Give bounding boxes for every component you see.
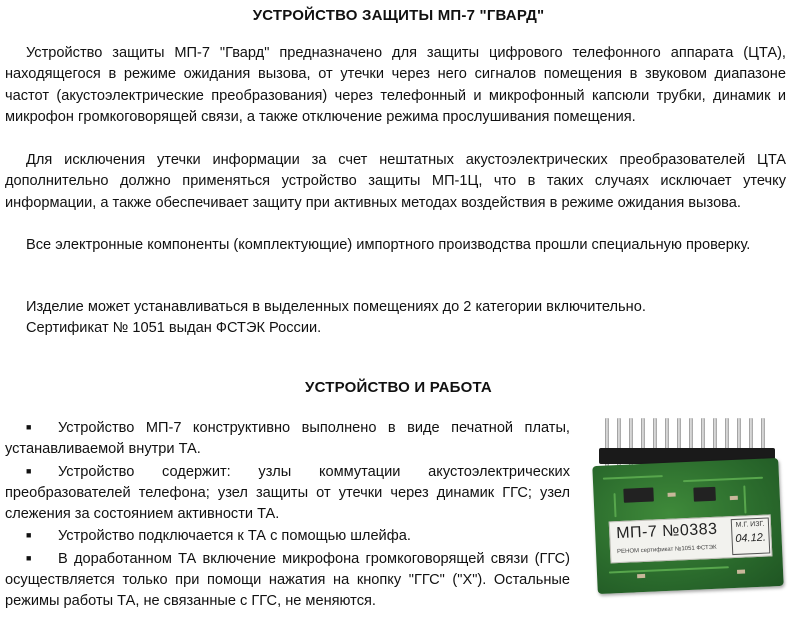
- document-title: УСТРОЙСТВО ЗАЩИТЫ МП-7 "ГВАРД": [252, 7, 545, 24]
- device-label-certificate: РЕНОМ сертификат №1051 ФСТЭК: [616, 544, 717, 556]
- section-heading-device-operation: УСТРОЙСТВО И РАБОТА: [305, 379, 492, 396]
- paragraph-additional-protection: Для исключения утечки информации за счет нештатных акустоэлектрических преобразователей ЦТА дополнительно должно применяться устройство защиты МП-1Ц, что в таких случаях исключает утечку информации, а также обеспечивает защиту при активных методах воздействия в режиме ожидания вызова.: [5, 152, 786, 211]
- list-item: [5, 548, 570, 613]
- device-label: [609, 514, 773, 563]
- device-label-stamp: [731, 517, 771, 555]
- bullet-marker: ■: [26, 530, 32, 541]
- pcb-trace: [613, 493, 616, 517]
- list-item: [5, 461, 570, 526]
- bullet-list: [5, 417, 570, 613]
- smd-component: [730, 496, 738, 500]
- list-item-text: Устройство подключается к ТА с помощью шлейфа.: [58, 528, 411, 545]
- pcb-trace: [743, 485, 746, 513]
- smd-component: [737, 570, 745, 574]
- list-item-text: Устройство содержит: узлы коммутации акустоэлектрических преобразователей телефона; узел защиты от утечки через динамик ГГС; узел слежения за состоянием активности ТА.: [5, 463, 570, 523]
- device-label-date: 04.12.: [735, 531, 767, 545]
- smd-component: [668, 493, 676, 497]
- smd-component: [637, 574, 645, 578]
- device-label-stamp-text: М.Г. ИЗГ.: [735, 520, 765, 529]
- list-item: [5, 525, 570, 547]
- device-photo: [583, 418, 789, 594]
- circuit-board: [592, 458, 783, 594]
- list-item: [5, 417, 570, 461]
- pcb-trace: [603, 475, 663, 480]
- bullet-marker: ■: [26, 465, 32, 476]
- note-category: Изделие может устанавливаться в выделенных помещениях до 2 категории включительно.: [26, 299, 646, 315]
- device-label-title: МП-7 №0383: [615, 520, 718, 543]
- list-item-text: В доработанном ТА включение микрофона громкоговорящей связи (ГГС) осуществляется только при помощи нажатия на кнопку "ГГС" ("Х"). Остальные режимы работы ТА, не связанные с ГГС, не меняются.: [5, 550, 570, 610]
- bullet-marker: ■: [26, 552, 32, 563]
- paragraph-purpose: Устройство защиты МП-7 "Гвард" предназначено для защиты цифрового телефонного аппарата (ЦТА), находящегося в режиме ожидания вызова, от утечки через него сигналов помещения в звуковом диапазоне частот (акустоэлектрические преобразования) через телефонный и микрофонный капсюли трубки, динамик и микрофон громкоговорящей связи, а также отключение режима прослушивания помещения.: [5, 45, 786, 125]
- list-item-text: Устройство МП-7 конструктивно выполнено в виде печатной платы, устанавливаемой внутри ТА.: [5, 420, 570, 458]
- paragraph-components: Все электронные компоненты (комплектующие) импортного производства прошли специальную проверку.: [26, 237, 751, 253]
- bullet-marker: ■: [26, 422, 32, 432]
- chip: [693, 487, 716, 502]
- pcb-trace: [609, 566, 729, 573]
- chip: [623, 487, 654, 502]
- pcb-trace: [683, 477, 763, 482]
- note-certificate: Сертификат № 1051 выдан ФСТЭК России.: [26, 320, 322, 336]
